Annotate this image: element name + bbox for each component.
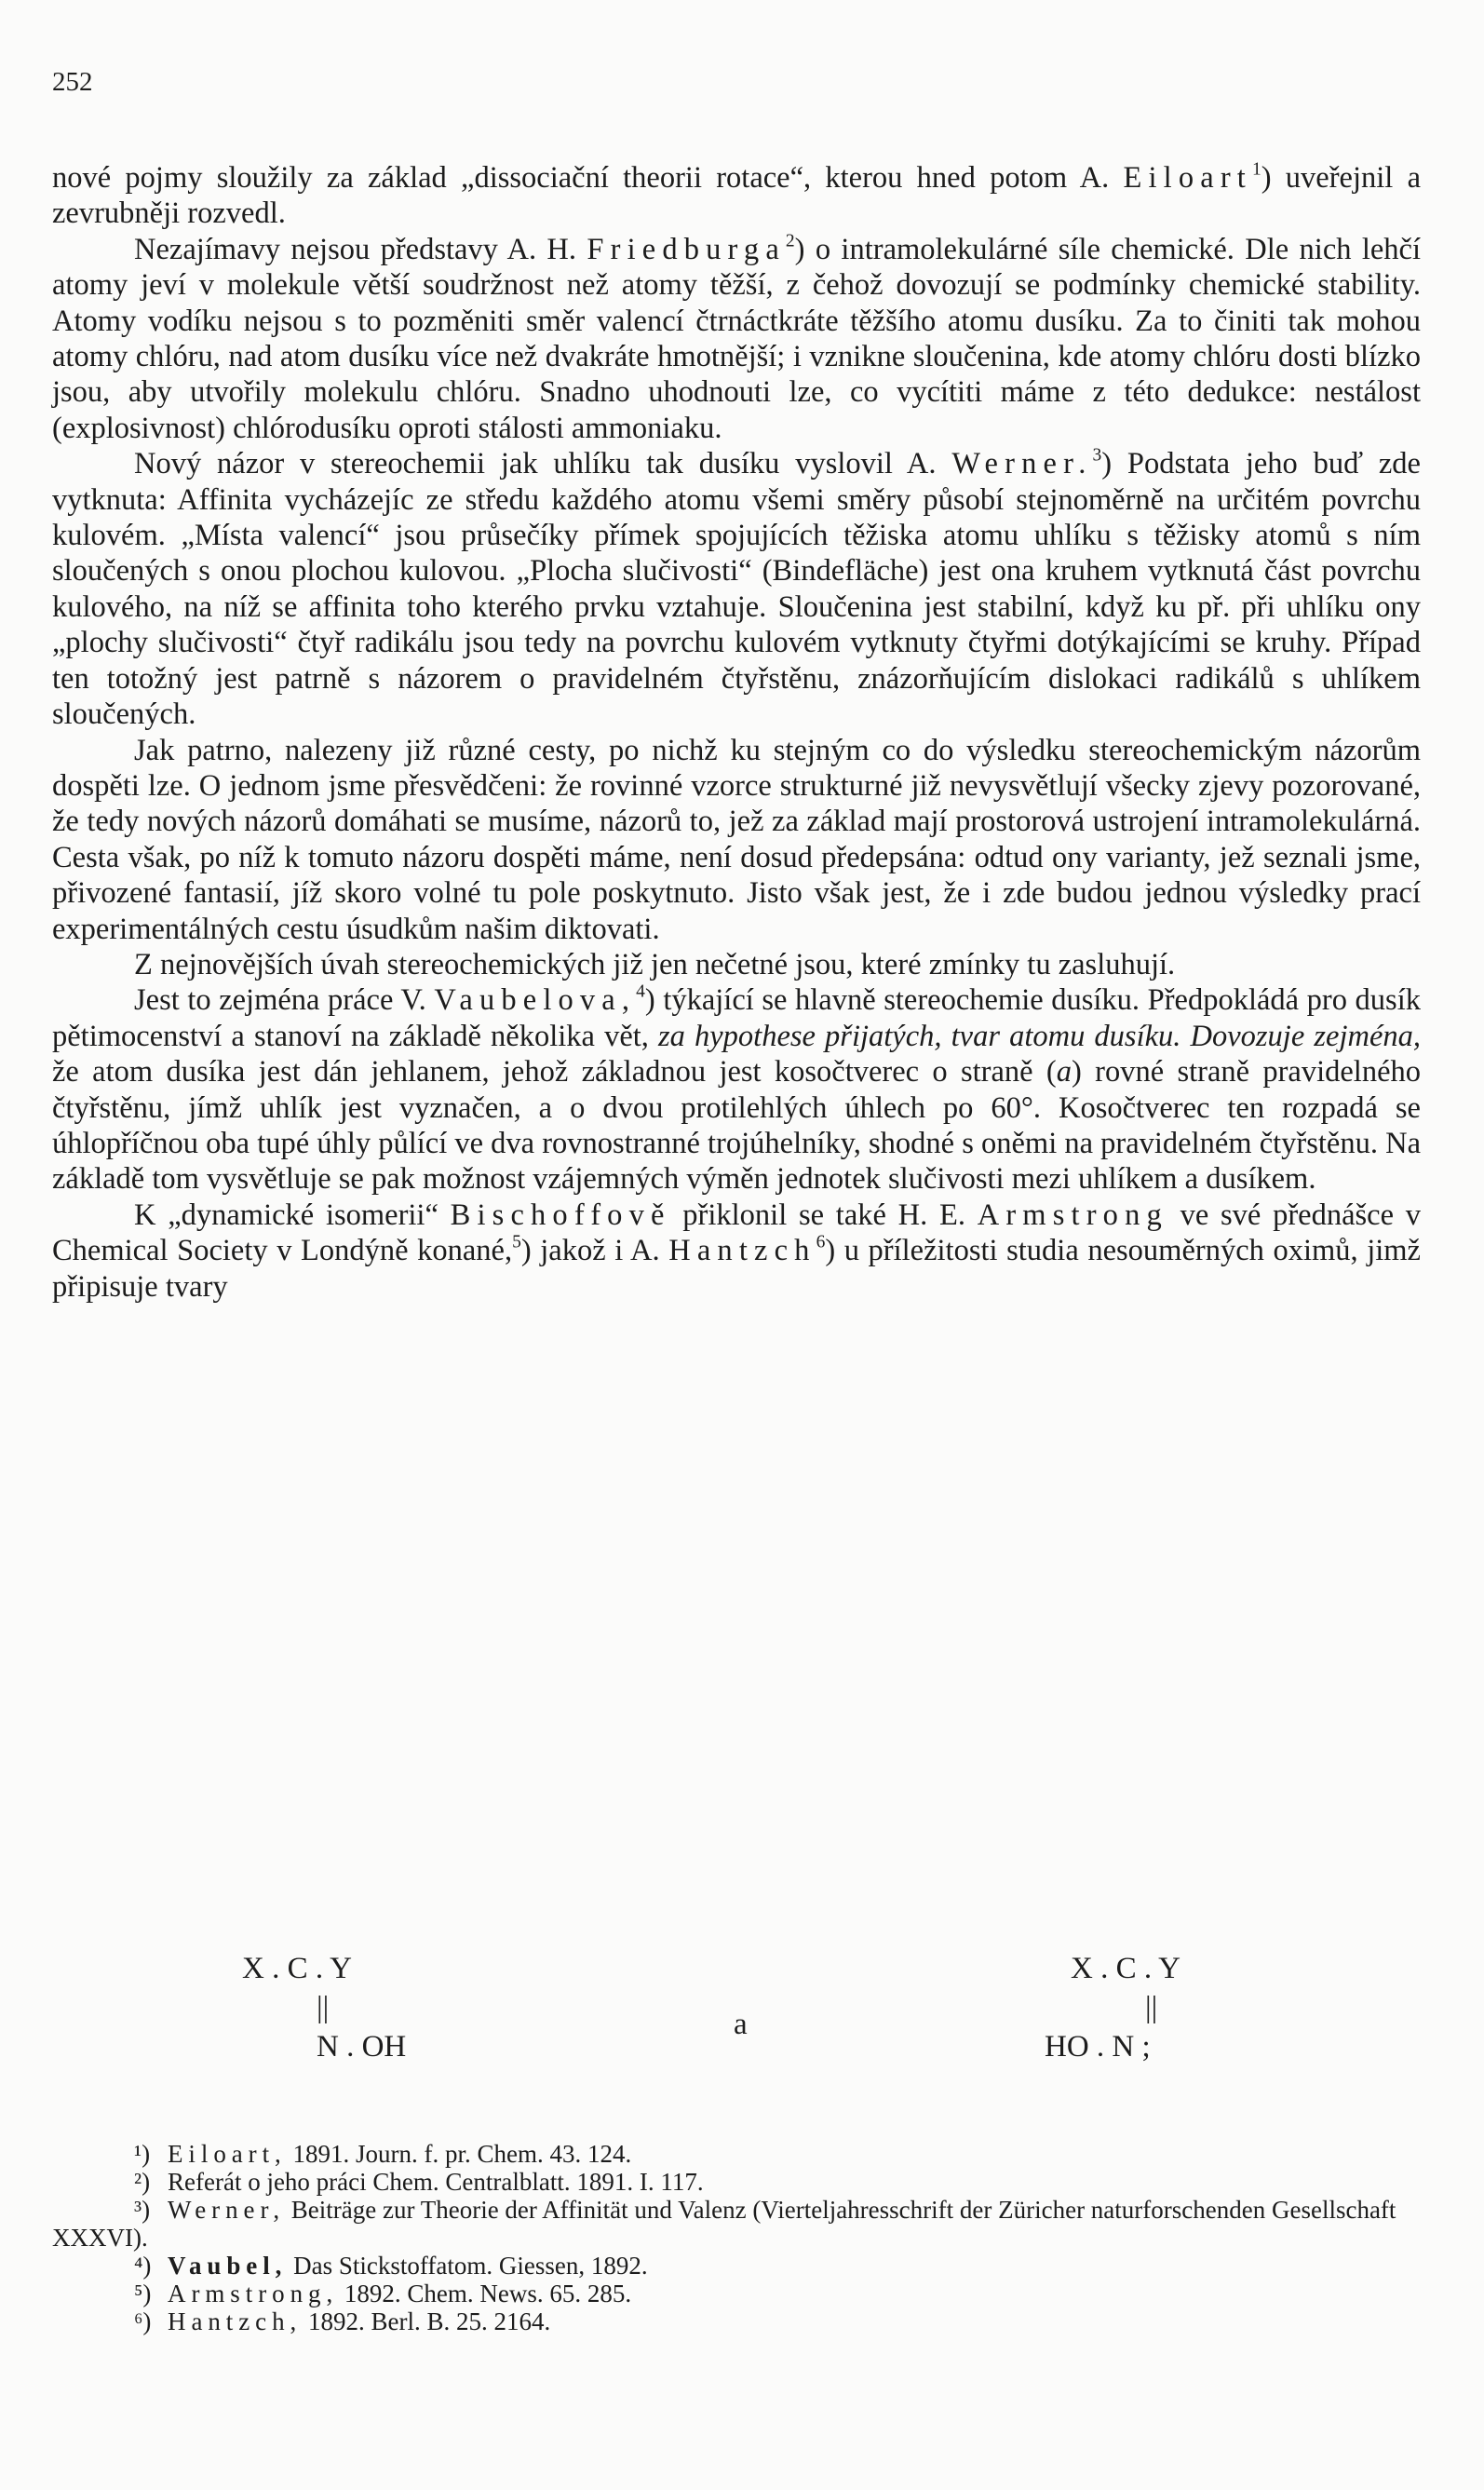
footnote-4: ⁴) Vaubel, Das Stickstoffatom. Giessen, 1892. <box>134 2252 648 2280</box>
author-name: Friedburga <box>587 232 786 266</box>
paragraph-2: Nezajímavy nejsou představy A. H. Friedburga$^2$) o intramolekulárné síle chemické. Dle nich lehčí atomy jeví v molekule větší soudržnost než atomy těžší, z čehož dovozují se podmínky chemické stability. Atomy vodíku nejsou s to pozměniti směr valencí čtrnáctkráte těžšího atomu dusíku. Za to činiti tak mohou atomy chlóru, nad atom dusíku více než dvakráte hmotnější; i vznikne sloučenina, kde atomy chlóru dosti blízko jsou, aby utvořily molekulu chlóru. Snadno uhodnouti lze, co vycítiti máme z této dedukce: nestálost (explosivnost) chlórodusíku oproti stálosti ammoniaku. <box>52 231 1422 445</box>
paragraph-1: nové pojmy sloužily za základ „dissociační theorii rotace“, kterou hned potom A. Eiloart$^1$) uveřejnil a zevrubněji rozvedl. <box>52 159 1421 231</box>
author-name: Armstrong <box>977 1198 1168 1232</box>
page-number: 252 <box>52 67 93 97</box>
variable-a: a <box>1056 1055 1072 1089</box>
formula-connector: a <box>734 2008 748 2041</box>
paragraph-4: Jak patrno, nalezeny již různé cesty, po nichž ku stejným co do výsledku stereochemickým názorům dospěti lze. O jednom jsme přesvědčeni: že rovinné vzorce strukturné již nevysvětlují všecky zjevy pozorované, že tedy nových názorů domáhati se musíme, názorů to, jež za základ mají prostorová ustrojení intramolekulárná. Cesta však, po níž k tomuto názoru dospěti máme, není dosud předepsána: odtud ony varianty, jež seznali jsme, přivozené fantasií, jíž skoro volné tu pole poskytnuto. Jisto však jest, že i zde budou jednou výsledky prací experimentálných cestu úsudkům našim diktovati. <box>52 733 1421 946</box>
formula-right-bottom: HO . N ; <box>1045 2030 1151 2064</box>
footnote-1: ¹) Eiloart, 1891. Journ. f. pr. Chem. 43. 124. <box>134 2140 632 2168</box>
paragraph-6: Jest to zejména práce V. Vaubelova,$^4$) týkající se hlavně stereochemie dusíku. Předpokládá pro dusík pětimocenství a stanoví na základě několika vět, za hypothese přijatých, tvar atomu dusíku. Dovozuje zejména, že atom dusíka jest dán jehlanem, jehož základnou jest kosočtverec o straně (a) rovné straně pravidelného čtyřstěnu, jímž uhlík jest vyznačen, a o dvou protilehlých úhlech po 60°. Kosočtverec ten rozpadá se úhlopříčnou oba tupé úhly půlící ve dva rovnostranné trojúhelníky, shodné s oněmi na pravidelném čtyřstěnu. Na základě tom vysvětluje se pak možnost vzájemných výměn jednotek slučivosti mezi uhlíkem a dusíkem. <box>52 981 1422 1197</box>
italic-phrase: za hypothese přijatých, tvar atomu dusíku. Dovozuje zejména, <box>658 1019 1421 1053</box>
formula-right-top: X . C . Y <box>1071 1952 1180 1985</box>
paragraph-3: Nový názor v stereochemii jak uhlíku tak dusíku vyslovil A. Werner.$^3$) Podstata jeho buď zde vytknuta: Affinita vycházejíc ze středu každého atomu všemi směry působí stejnoměrně na určitém povrchu kulovém. „Místa valencí“ jsou průsečíky přímek spojujících těžiska atomu uhlíku s těžisky atomů s ním sloučených s onou plochou kulovou. „Plocha slučivosti“ (Bindefläche) jest ona kruhem vytknutá část povrchu kulového, na níž se affinita toho kterého prvku vztahuje. Sloučenina jest stabilní, když ku př. při uhlíku ony „plochy slučivosti“ čtyř radikálu jsou tedy na povrchu kulovém vytknuty čtyřmi dotýkajícími se kruhy. Případ ten totožný jest patrně s názorem o pravidelném čtyřstěnu, znázorňujícím dislokaci radikálů s uhlíkem sloučených. <box>52 445 1421 732</box>
paragraph-5: Z nejnovějších úvah stereochemických již jen nečetné jsou, které zmínky tu zasluhují. <box>134 947 1176 981</box>
body-text <box>52 160 1421 1305</box>
author-name: Eiloart <box>1123 161 1252 195</box>
formula-left-bottom: N . OH <box>317 2030 407 2064</box>
footnote-2: ²) Referát o jeho práci Chem. Centralblatt. 1891. I. 117. <box>134 2168 704 2196</box>
footnote-ref: 2 <box>785 231 795 251</box>
author-name: Vaubelova, <box>434 983 637 1018</box>
footnote-ref: 3 <box>1092 445 1102 466</box>
footnote-ref: 5 <box>512 1232 521 1252</box>
footnote-ref: 1 <box>1251 159 1261 180</box>
footnote-3: ³) Werner, Beiträge zur Theorie der Affinität und Valenz (Vierteljahresschrift der Züricher naturforschenden Gesellschaft XXXVI). <box>52 2196 1396 2252</box>
chemical-formula <box>186 1952 1303 2082</box>
footnote-ref: 4 <box>636 981 645 1002</box>
footnote-5: ⁵) Armstrong, 1892. Chem. News. 65. 285. <box>134 2280 632 2307</box>
paragraph-7: K „dynamické isomerii“ Bischoffově přiklonil se také H. E. Armstrong ve své přednášce v Chemical Society v Londýně konané,$^5$) jakož i A. Hantzch$^6$) u příležitosti studia nesouměrných oximů, jimž připisuje tvary <box>52 1198 1422 1304</box>
author-name: Hantzch <box>668 1234 816 1268</box>
formula-left-top: X . C . Y <box>242 1952 352 1985</box>
footnote-6: ⁶) Hantzch, 1892. Berl. B. 25. 2164. <box>134 2307 551 2335</box>
author-name: Bischoffově <box>450 1198 671 1232</box>
footnote-ref: 6 <box>816 1232 826 1252</box>
author-name: Werner. <box>951 447 1093 481</box>
footnotes <box>52 2140 1421 2335</box>
formula-right-bond: || <box>1145 1991 1158 2024</box>
formula-left-bond: || <box>317 1991 330 2024</box>
